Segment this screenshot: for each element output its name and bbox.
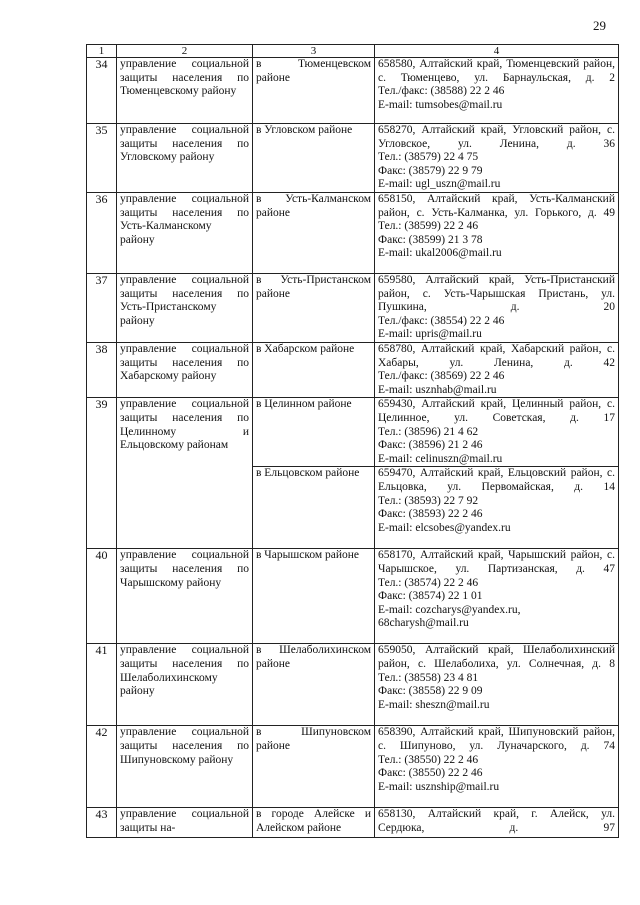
address-text: 658270, Алтайский край, Угловский район, с. Угловское, ул. Ленина, д. 36 bbox=[378, 124, 615, 150]
table-row bbox=[87, 124, 619, 193]
address-text: 658780, Алтайский край, Хабарский район, с. Хабары, ул. Ленина, д. 42 bbox=[378, 342, 615, 369]
fax: Факс: (38596) 21 2 46 bbox=[378, 439, 483, 452]
area-name: в Тюменцевском районе bbox=[253, 58, 375, 124]
org-name: управление социальной защиты населения по Тюменцевскому району bbox=[117, 58, 253, 124]
area-name: в Угловском районе bbox=[253, 124, 375, 193]
row-number: 35 bbox=[87, 124, 117, 193]
phone: Тел.: (38574) 22 2 46 bbox=[378, 576, 479, 589]
fax: Факс: (38550) 22 2 46 bbox=[378, 767, 483, 780]
address-text: 659430, Алтайский край, Целинный район, с. Целинное, ул. Советская, д. 17 bbox=[378, 398, 615, 424]
address-cell bbox=[375, 58, 619, 124]
address-cell bbox=[375, 549, 619, 644]
phone: Тел.: (38579) 22 4 75 bbox=[378, 151, 479, 164]
address-text: 659470, Алтайский край, Ельцовский район, с. Ельцовка, ул. Первомайская, д. 14 bbox=[378, 467, 615, 493]
area-name: в Шипуновском районе bbox=[253, 726, 375, 808]
table-row bbox=[87, 274, 619, 343]
page-number: 29 bbox=[593, 18, 606, 33]
row-number: 41 bbox=[87, 644, 117, 726]
fax: Факс: (38574) 22 1 01 bbox=[378, 590, 483, 603]
fax: Факс: (38579) 22 9 79 bbox=[378, 164, 483, 177]
area-name: в Ельцовском районе bbox=[253, 467, 375, 549]
address-text: 659580, Алтайский край, Усть-Пристанский район, с. Усть-Чарышская Пристань, ул. Пушкина, д. 20 bbox=[378, 274, 615, 314]
header-col-3: 3 bbox=[253, 45, 375, 58]
email[interactable]: E-mail: cozcharys@yandex.ru, bbox=[378, 603, 521, 616]
row-number: 43 bbox=[87, 808, 117, 838]
row-number: 40 bbox=[87, 549, 117, 644]
address-text: 659050, Алтайский край, Шелаболихинский район, с. Шелаболиха, ул. Солнечная, д. 8 bbox=[378, 644, 615, 670]
address-cell bbox=[375, 808, 619, 838]
phone: Тел.: (38593) 22 7 92 bbox=[378, 494, 479, 507]
row-number: 39 bbox=[87, 398, 117, 549]
email[interactable]: E-mail: sheszn@mail.ru bbox=[378, 698, 490, 711]
table-row bbox=[87, 808, 619, 838]
email-secondary[interactable]: 68charysh@mail.ru bbox=[378, 617, 469, 630]
org-name: управление социальной защиты населения по Целинному и Ельцовскому районам bbox=[117, 398, 253, 549]
area-name: в Шелаболихинском районе bbox=[253, 644, 375, 726]
row-number: 37 bbox=[87, 274, 117, 343]
table-row bbox=[87, 193, 619, 274]
address-text: 658390, Алтайский край, Шипуновский район, с. Шипуново, ул. Луначарского, д. 74 bbox=[378, 726, 615, 752]
email[interactable]: E-mail: upris@mail.ru bbox=[378, 328, 482, 341]
row-number: 34 bbox=[87, 58, 117, 124]
table-row bbox=[87, 342, 619, 397]
address-cell bbox=[375, 193, 619, 274]
address-text: 658150, Алтайский край, Усть-Калманский район, с. Усть-Калманка, ул. Горького, д. 49 bbox=[378, 193, 615, 219]
row-number: 38 bbox=[87, 342, 117, 397]
email[interactable]: E-mail: usznhab@mail.ru bbox=[378, 383, 497, 396]
org-name: управление социальной защиты населения по Усть-Калманскому району bbox=[117, 193, 253, 274]
email[interactable]: E-mail: celinuszn@mail.ru bbox=[378, 452, 503, 465]
area-name: в Усть-Пристанском районе bbox=[253, 274, 375, 343]
address-cell bbox=[375, 274, 619, 343]
departments-table bbox=[86, 44, 619, 838]
email[interactable]: E-mail: ukal2006@mail.ru bbox=[378, 247, 502, 260]
table-row bbox=[87, 549, 619, 644]
table-row bbox=[87, 58, 619, 124]
org-name: управление социальной защиты населения по Шелаболихинскому району bbox=[117, 644, 253, 726]
email[interactable]: E-mail: tumsobes@mail.ru bbox=[378, 98, 503, 111]
fax: Факс: (38593) 22 2 46 bbox=[378, 508, 483, 521]
area-name: в Целинном районе bbox=[253, 398, 375, 467]
org-name: управление социальной защиты населения по Угловскому району bbox=[117, 124, 253, 193]
area-name: в Чарышском районе bbox=[253, 549, 375, 644]
phone: Тел.: (38550) 22 2 46 bbox=[378, 753, 479, 766]
area-name: в Усть-Калманском районе bbox=[253, 193, 375, 274]
address-cell bbox=[375, 644, 619, 726]
area-name: в Хабарском районе bbox=[253, 342, 375, 397]
fax: Факс: (38558) 22 9 09 bbox=[378, 685, 483, 698]
email[interactable]: E-mail: ugl_uszn@mail.ru bbox=[378, 178, 501, 191]
org-name: управление социальной защиты населения по Усть-Пристанскому району bbox=[117, 274, 253, 343]
address-cell bbox=[375, 398, 619, 467]
phone-fax: Тел./факс: (38588) 22 2 46 bbox=[378, 85, 505, 98]
address-cell bbox=[375, 467, 619, 549]
area-name: в городе Алейске и Алейском районе bbox=[253, 808, 375, 838]
table-row bbox=[87, 644, 619, 726]
phone: Тел.: (38599) 22 2 46 bbox=[378, 220, 479, 233]
phone-fax: Тел./факс: (38554) 22 2 46 bbox=[378, 314, 505, 327]
org-name: управление социальной защиты населения по Шипуновскому району bbox=[117, 726, 253, 808]
header-col-2: 2 bbox=[117, 45, 253, 58]
org-name: управление социальной защиты населения по Чарышскому району bbox=[117, 549, 253, 644]
org-name: управление социальной защиты на- bbox=[117, 808, 253, 838]
address-cell bbox=[375, 726, 619, 808]
row-number: 42 bbox=[87, 726, 117, 808]
table-row bbox=[87, 398, 619, 467]
header-col-4: 4 bbox=[375, 45, 619, 58]
org-name: управление социальной защиты населения по Хабарскому району bbox=[117, 342, 253, 397]
header-col-1: 1 bbox=[87, 45, 117, 58]
email[interactable]: E-mail: usznship@mail.ru bbox=[378, 780, 500, 793]
fax: Факс: (38599) 21 3 78 bbox=[378, 233, 483, 246]
address-text: 658130, Алтайский край, г. Алейск, ул. Сердюка, д. 97 bbox=[378, 808, 615, 834]
address-cell bbox=[375, 342, 619, 397]
table-row bbox=[87, 726, 619, 808]
address-text: 658580, Алтайский край, Тюменцевский район, с. Тюменцево, ул. Барнаульская, д. 2 bbox=[378, 58, 615, 84]
phone: Тел.: (38596) 21 4 62 bbox=[378, 425, 479, 438]
header-row bbox=[87, 45, 619, 58]
phone-fax: Тел./факс: (38569) 22 2 46 bbox=[378, 370, 505, 383]
address-text: 658170, Алтайский край, Чарышский район, с. Чарышское, ул. Партизанская, д. 47 bbox=[378, 549, 615, 575]
phone: Тел.: (38558) 23 4 81 bbox=[378, 671, 479, 684]
address-cell bbox=[375, 124, 619, 193]
email[interactable]: E-mail: elcsobes@yandex.ru bbox=[378, 521, 511, 534]
row-number: 36 bbox=[87, 193, 117, 274]
